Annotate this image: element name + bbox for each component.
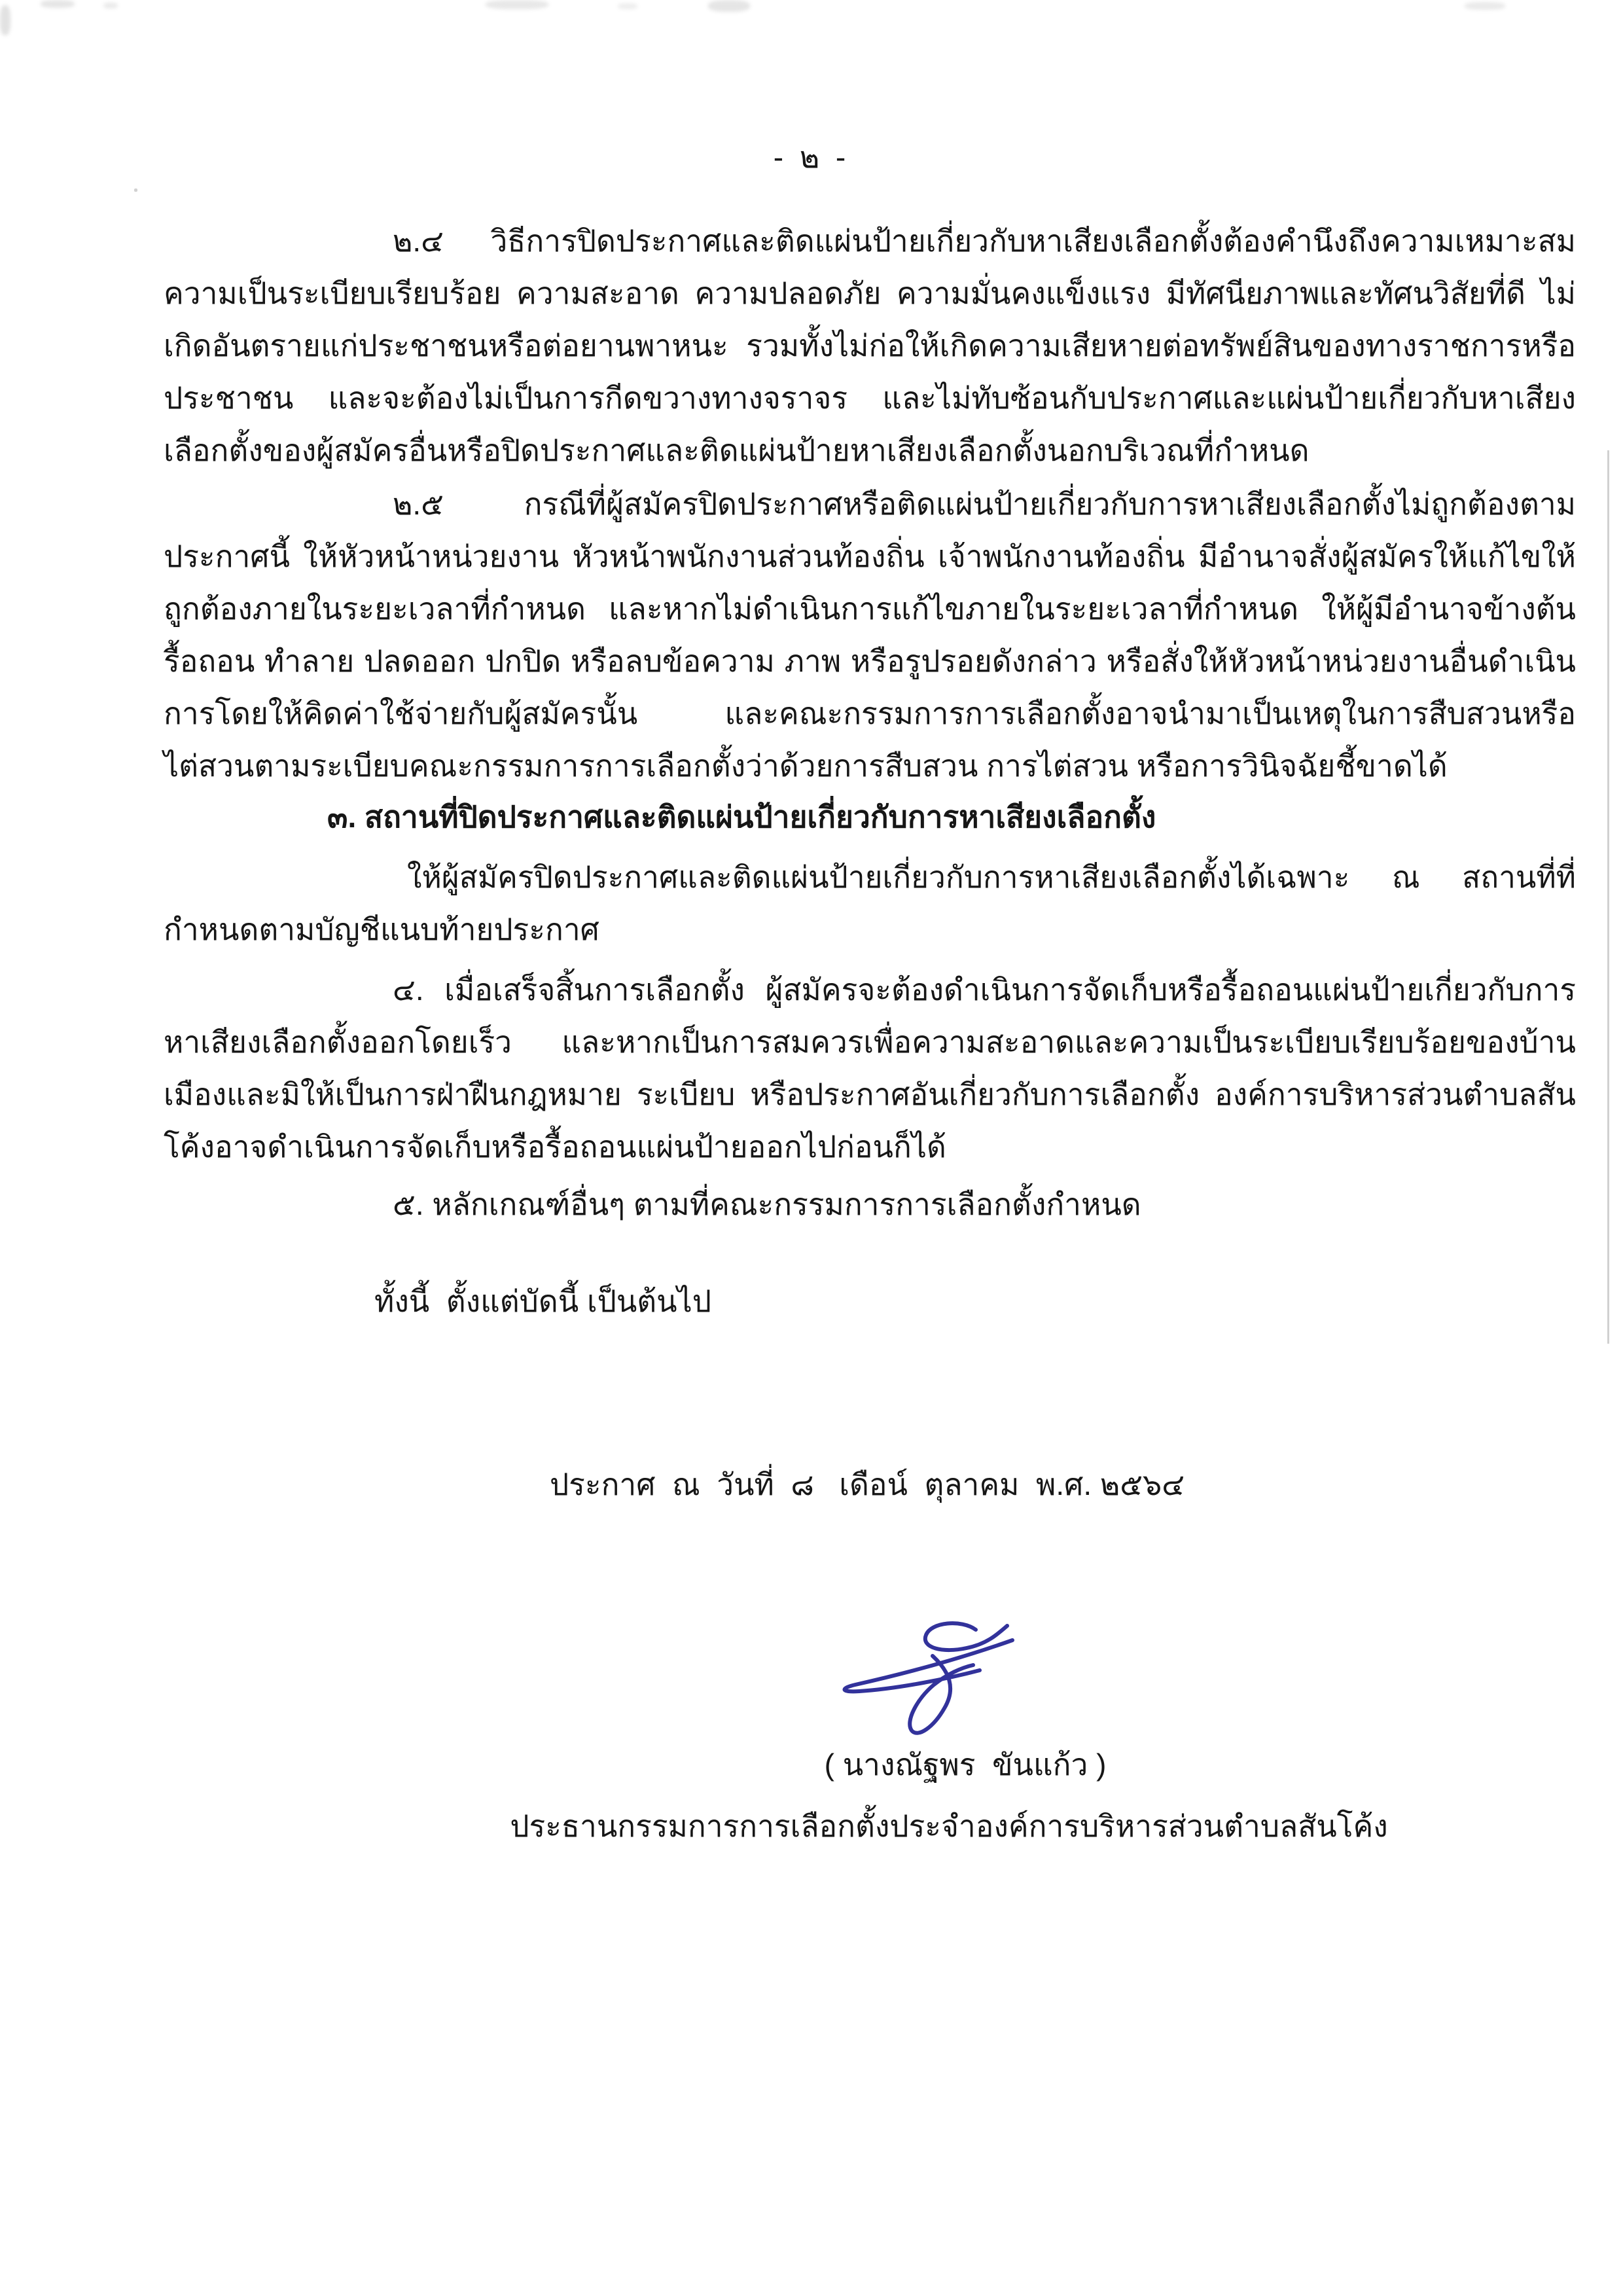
- scan-edge-line: [1607, 450, 1609, 1344]
- paragraph-3: ให้ผู้สมัครปิดประกาศและติดแผ่นป้ายเกี่ยวกับการหาเสียงเลือกตั้งได้เฉพาะ ณ สถานที่ที่กำหนดตามบัญชีแนบท้ายประกาศ: [164, 860, 1576, 946]
- paragraph-2-5: ๒.๕ กรณีที่ผู้สมัครปิดประกาศหรือติดแผ่นป้ายเกี่ยวกับการหาเสียงเลือกตั้งไม่ถูกต้องตามประกาศนี้ ให้หัวหน้าหน่วยงาน หัวหน้าพนักงานส่วนท้องถิ่น เจ้าพนักงานท้องถิ่น มีอำนาจสั่งผู้สมัครให้แก้ไขให้ถูกต้องภายในระยะเวลาที่กำหนด และหากไม่ดำเนินการแก้ไขภายในระยะเวลาที่กำหนด ให้ผู้มีอำนาจข้างต้นรื้อถอน ทำลาย ปลดออก ปกปิด หรือลบข้อความ ภาพ หรือรูปรอยดังกล่าว หรือสั่งให้หัวหน้าหน่วยงานอื่นดำเนินการโดยให้คิดค่าใช้จ่ายกับผู้สมัครนั้น และคณะกรรมการการเลือกตั้งอาจนำมาเป็นเหตุในการสืบสวนหรือไต่สวนตามระเบียบคณะกรรมการการเลือกตั้งว่าด้วยการสืบสวน การไต่สวน หรือการวินิจฉัยชี้ขาดได้: [164, 487, 1576, 783]
- announcement-date-line: ประกาศ ณ วันที่ ๘ เดือน์ ตุลาคม พ.ศ. ๒๕๖๔: [549, 1467, 1185, 1501]
- signature-ink: [821, 1615, 1037, 1746]
- scan-smudge: [486, 0, 548, 9]
- scan-smudge: [41, 0, 75, 8]
- paragraph-5: ๕. หลักเกณฑ์อื่นๆ ตามที่คณะกรรมการการเลือกตั้งกำหนด: [393, 1187, 1141, 1221]
- paragraph-2-4: ๒.๔ วิธีการปิดประกาศและติดแผ่นป้ายเกี่ยวกับหาเสียงเลือกตั้งต้องคำนึงถึงความเหมาะสม ความเป็นระเบียบเรียบร้อย ความสะอาด ความปลอดภัย ความมั่นคงแข็งแรง มีทัศนียภาพและทัศนวิสัยที่ดี ไม่เกิดอันตรายแก่ประชาชนหรือต่อยานพาหนะ รวมทั้งไม่ก่อให้เกิดความเสียหายต่อทรัพย์สินของทางราชการหรือประชาชน และจะต้องไม่เป็นการกีดขวางทางจราจร และไม่ทับซ้อนกับประกาศและแผ่นป้ายเกี่ยวกับหาเสียงเลือกตั้งของผู้สมัครอื่นหรือปิดประกาศและติดแผ่นป้ายหาเสียงเลือกตั้งนอกบริเวณที่กำหนด: [164, 224, 1576, 467]
- section-heading-3: ๓. สถานที่ปิดประกาศและติดแผ่นป้ายเกี่ยวกับการหาเสียงเลือกตั้ง: [327, 800, 1156, 834]
- scan-speck: [134, 188, 137, 192]
- scan-smudge: [708, 0, 750, 12]
- signer-name: ( นางณัฐพร ขันแก้ว ): [824, 1748, 1107, 1782]
- page-number: - ๒ -: [773, 140, 850, 174]
- signer-title: ประธานกรรมการการเลือกตั้งประจำองค์การบริหารส่วนตำบลสันโค้ง: [510, 1809, 1388, 1843]
- scan-smudge: [1465, 2, 1505, 10]
- effective-date-line: ทั้งนี้ ตั้งแต่บัดนี้ เป็นต้นไป: [374, 1284, 711, 1318]
- scan-smudge: [618, 3, 637, 9]
- scan-smudge: [103, 3, 118, 9]
- scan-smudge: [0, 5, 10, 35]
- paragraph-4: ๔. เมื่อเสร็จสิ้นการเลือกตั้ง ผู้สมัครจะต้องดำเนินการจัดเก็บหรือรื้อถอนแผ่นป้ายเกี่ยวกับการหาเสียงเลือกตั้งออกโดยเร็ว และหากเป็นการสมควรเพื่อความสะอาดและความเป็นระเบียบเรียบร้อยของบ้านเมืองและมิให้เป็นการฝ่าฝืนกฎหมาย ระเบียบ หรือประกาศอันเกี่ยวกับการเลือกตั้ง องค์การบริหารส่วนตำบลสันโค้งอาจดำเนินการจัดเก็บหรือรื้อถอนแผ่นป้ายออกไปก่อนก็ได้: [164, 973, 1576, 1164]
- signature-stroke: [844, 1640, 1012, 1691]
